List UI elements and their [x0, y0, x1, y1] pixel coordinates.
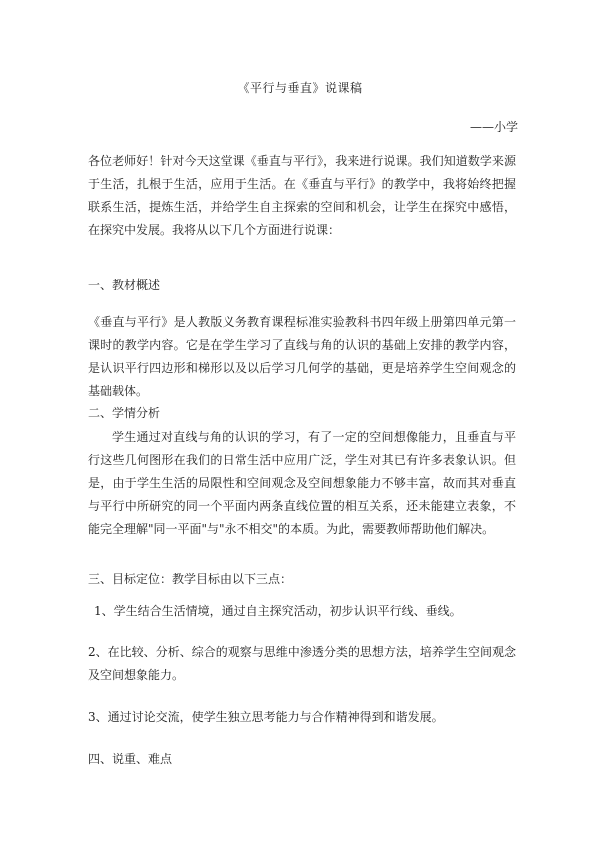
section-body-materials: 《垂直与平行》是人教版义务教育课程标准实验教科书四年级上册第四单元第一课时的教学内容。它是在学生学习了直线与角的认识的基础上安排的教学内容，是认识平行四边形和梯形以及以后学习几何学的基础，更是培养学生空间观念的基础载体。: [88, 315, 516, 398]
document-title: 《平行与垂直》说课稿: [237, 81, 363, 95]
section-heading-goals: 三、目标定位：教学目标由以下三点：: [88, 572, 293, 586]
section-heading-materials: 一、教材概述: [88, 278, 161, 292]
section-body-analysis: 学生通过对直线与角的认识的学习，有了一定的空间想像能力，且垂直与平行这些几何图形在我们的日常生活中应用广泛，学生对其已有许多表象认识。但是，由于学生生活的局限性和空间观念及空间想象能力不够丰富，故而其对垂直与平行中所研究的同一个平面内两条直线位置的相互关系，还未能建立表象，不能完全理解"同一平面"与"永不相交"的本质。为此，需要教师帮助他们解决。: [88, 430, 516, 536]
goal-item-1: 1、学生结合生活情境，通过自主探究活动，初步认识平行线、垂线。: [94, 604, 462, 618]
goal-item-3: 3、通过讨论交流，使学生独立思考能力与合作精神得到和谐发展。: [88, 710, 444, 724]
section-heading-key-points: 四、说重、难点: [88, 752, 173, 766]
goal-item-2: 2、在比较、分析、综合的观察与思维中渗透分类的思想方法，培养学生空间观念及空间想象能力。: [88, 645, 516, 682]
intro-paragraph: 各位老师好！针对今天这堂课《垂直与平行》，我来进行说课。我们知道数学来源于生活，扎根于生活，应用于生活。在《垂直与平行》的教学中，我将始终把握联系生活，提炼生活，并给学生自主探索的空间和机会，让学生在探究中感悟，在探究中发展。我将从以下几个方面进行说课：: [88, 154, 516, 237]
document-author: ——小学: [470, 120, 519, 134]
section-heading-analysis: 二、学情分析: [88, 406, 161, 420]
